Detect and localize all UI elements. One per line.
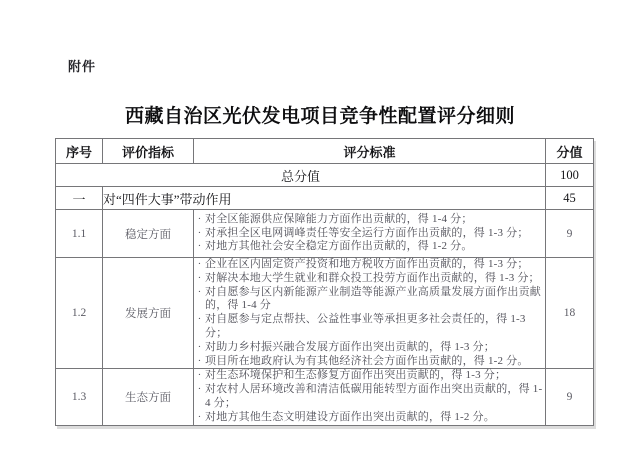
row-score: 9	[546, 210, 594, 258]
criteria-bullet: · 对全区能源供应保障能力方面作出贡献的，得 1-4 分；	[194, 213, 545, 227]
criteria-bullet: · 对自愿参与定点帮扶、公益性事业等承担更多社会责任的，得 1-3 分；	[194, 313, 545, 341]
section-row	[56, 187, 594, 210]
total-score-label: 总分值	[56, 164, 546, 187]
bullet-dot-icon: ·	[197, 271, 202, 284]
criteria-bullet: · 项目所在地政府认为有其他经济社会方面作出贡献的，得 1-2 分。	[194, 355, 545, 369]
total-score-row	[56, 164, 594, 187]
col-header-index: 序号	[56, 139, 103, 164]
row-criteria	[194, 258, 546, 369]
criteria-bullet: · 对解决本地大学生就业和群众投工投劳方面作出贡献的，得 1-3 分；	[194, 272, 545, 286]
table-row	[56, 369, 594, 425]
criteria-bullet: · 对承担全区电网调峰责任等安全运行方面作出贡献的，得 1-3 分；	[194, 227, 545, 241]
row-index: 1.2	[56, 258, 103, 369]
bullet-dot-icon: ·	[197, 258, 202, 270]
attachment-label: 附件	[68, 59, 97, 74]
total-score-value: 100	[546, 164, 594, 187]
row-score: 9	[546, 369, 594, 425]
bullet-dot-icon: ·	[197, 285, 202, 298]
bullet-dot-icon: ·	[197, 340, 202, 353]
row-index: 1.1	[56, 210, 103, 258]
row-indicator: 发展方面	[103, 258, 194, 369]
row-criteria	[194, 369, 546, 425]
bullet-dot-icon: ·	[197, 226, 202, 239]
section-label: 对“四件大事”带动作用	[103, 187, 546, 210]
row-indicator: 稳定方面	[103, 210, 194, 258]
row-criteria	[194, 210, 546, 258]
section-index: 一	[56, 187, 103, 210]
table-row	[56, 258, 594, 369]
section-score: 45	[546, 187, 594, 210]
bullet-dot-icon: ·	[197, 313, 202, 326]
bullet-dot-icon: ·	[197, 212, 202, 225]
row-score: 18	[546, 258, 594, 369]
criteria-bullet: · 对地方其他社会安全稳定方面作出贡献的，得 1-2 分。	[194, 240, 545, 254]
row-indicator: 生态方面	[103, 369, 194, 425]
page-title: 西藏自治区光伏发电项目竞争性配置评分细则	[124, 106, 515, 127]
scoring-table	[55, 138, 594, 426]
row-index: 1.3	[56, 369, 103, 425]
criteria-bullet: · 对生态环境保护和生态修复方面作出突出贡献的，得 1-3 分；	[194, 369, 545, 383]
criteria-bullet: · 企业在区内固定资产投资和地方税收方面作出贡献的，得 1-3 分；	[194, 258, 545, 272]
bullet-dot-icon: ·	[197, 240, 202, 253]
table-row	[56, 210, 594, 258]
table-header-row	[56, 139, 594, 164]
col-header-score: 分值	[546, 139, 594, 164]
criteria-bullet: · 对农村人居环境改善和清洁低碳用能转型方面作出突出贡献的，得 1-4 分；	[194, 383, 545, 411]
criteria-bullet: · 对助力乡村振兴融合发展方面作出突出贡献的，得 1-3 分；	[194, 341, 545, 355]
col-header-criteria: 评分标准	[194, 139, 546, 164]
criteria-bullet: · 对地方其他生态文明建设方面作出突出贡献的，得 1-2 分。	[194, 411, 545, 425]
bullet-dot-icon: ·	[197, 383, 202, 396]
bullet-dot-icon: ·	[197, 369, 202, 382]
bullet-dot-icon: ·	[197, 354, 202, 367]
criteria-bullet: · 对自愿参与区内新能源产业制造等能源产业高质量发展方面作出贡献的，得 1-4 分	[194, 286, 545, 314]
bullet-dot-icon: ·	[197, 410, 202, 423]
col-header-indicator: 评价指标	[103, 139, 194, 164]
